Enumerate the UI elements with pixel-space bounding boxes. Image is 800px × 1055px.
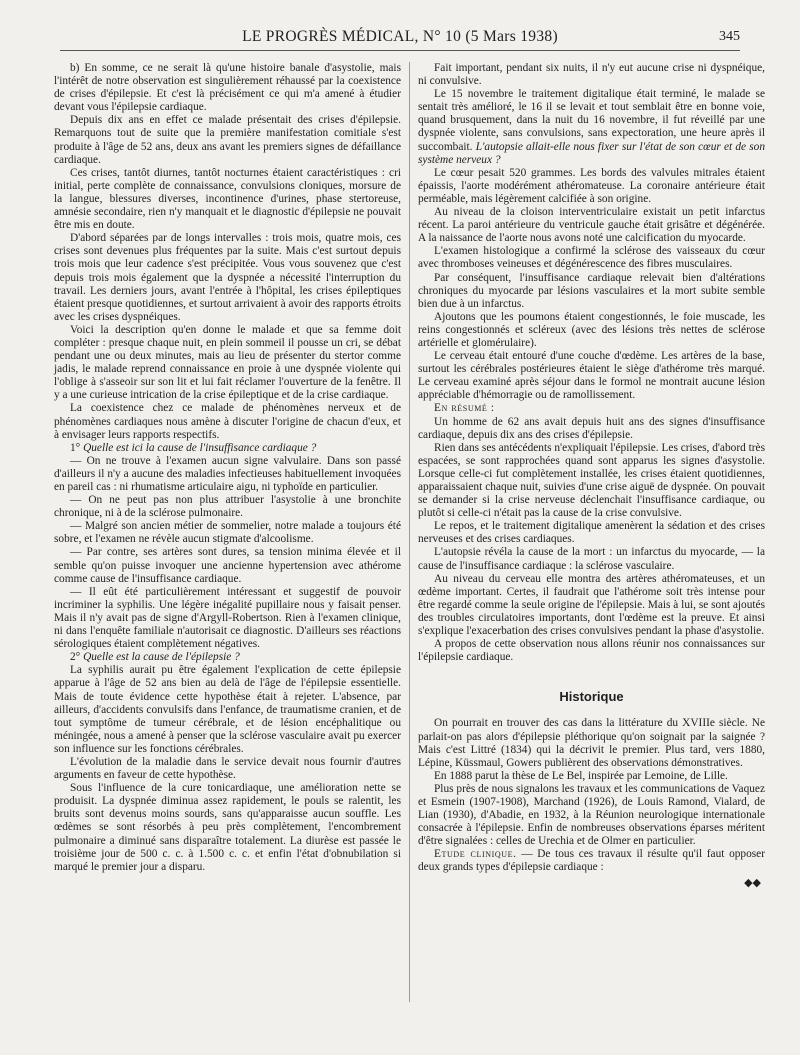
paragraph: La coexistence chez ce malade de phénomènes nerveux et de phénomènes cardiaques nous amène à discuter l'origine de chacun d'eux, et à envisager leurs rapports respectifs. [54,402,401,441]
paragraph: La syphilis aurait pu être également l'explication de cette épilepsie apparue à l'âge de 52 ans bien au delà de l'âge de l'épilepsie essentielle. Mais de toute évidence cette hypothèse était à rejeter. L'absence, par ailleurs, d'accidents convulsifs dans l'enfance, de traumatisme cranien, et de tout symptôme de tumeur cérébrale, et de lésion encéphalitique ou méningée, nous a amené à penser que la sclérose vasculaire avait pu exercer son influence sur les fonctions cérébrales. [54,664,401,755]
paragraph: Par conséquent, l'insuffisance cardiaque relevait bien d'altérations chroniques du myocarde par lésions vasculaires et la mort subite semble bien due à un infarctus. [418,271,765,310]
paragraph: Le repos, et le traitement digitalique amenèrent la sédation et des crises nerveuses et des crises cardiaques. [418,520,765,546]
paragraph: Au niveau de la cloison interventriculaire existait un petit infarctus récent. La paroi antérieure du ventricule gauche était grisâtre et dégénérée. A la naissance de l'aorte nous avons noté une calcification du myocarde. [418,206,765,245]
paragraph: Voici la description qu'en donne le malade et que sa femme doit compléter : presque chaque nuit, en plein sommeil il pousse un cri, se débat pendant une ou deux minutes, mais au lieu de présenter du stertor comme jadis, le malade reprend connaissance en proie à une dyspnée violente qui l'oblige à s'asseoir sur son lit et lui fait réclamer l'ouverture de la fenêtre. Il y a une curieuse intrication de la crise épileptique et de la crise cardiaque. [54,323,401,402]
paragraph: — On ne trouve à l'examen aucun signe valvulaire. Dans son passé d'ailleurs il n'y a aucune des maladies infectieuses habituellement invoquées en pareil cas : ni rhumatisme articulaire aigu, ni typhoïde en particulier. [54,454,401,493]
paragraph: Un homme de 62 ans avait depuis huit ans des signes d'insuffisance cardiaque, depuis dix ans des crises d'épilepsie. [418,415,765,441]
paragraph: Ces crises, tantôt diurnes, tantôt nocturnes étaient caractéristiques : cri initial, perte complète de connaissance, convulsions cloniques, morsure de la langue, blessures diverses, incontinence d'urines, phase stertoreuse, amnésie secondaire, rien n'y manquait et le diagnostic d'épilepsie ne pouvait être mis en doute. [54,166,401,232]
paragraph: b) En somme, ce ne serait là qu'une histoire banale d'asystolie, mais l'intérêt de notre observation est singulièrement réhaussé par la coexistence de crises d'épilepsie. Et c'est là précisément ce qui m'a amené à étudier devant vous l'épilepsie cardiaque. [54,62,401,114]
paragraph: Plus près de nous signalons les travaux et les communications de Vaquez et Esmein (1907-1908), Marchand (1926), de Louis Ramond, Vialard, de Lian (1930), d'Abadie, en 1932, à la Réunion neurologique internationale consacrée à l'épilepsie. Enfin de nombreuses observations éparses méritent d'être signalées : celles de Urechia et de Olmer en particulier. [418,782,765,848]
question-number: 2° [70,651,81,664]
question-heading [54,651,401,664]
paragraph: D'abord séparées par de longs intervalles : trois mois, quatre mois, ces crises sont devenues plus fréquentes par la suite. Mais c'est surtout depuis trois mois que leur cadence s'est précipitée. Vous vous souvenez que c'est depuis trois mois également que la dyspnée a nécessité l'interruption du travail. Les derniers jours, avant l'entrée à l'hôpital, les crises épileptiques étaient presque quotidiennes, et surtout arrivaient à avoir des rapports étroits avec les crises dyspnéiques. [54,232,401,323]
section-heading: Historique [559,689,624,705]
paragraph: Depuis dix ans en effet ce malade présentait des crises d'épilepsie. Remarquons tout de suite que la première manifestation comitiale s'est produite à l'âge de 52 ans, deux ans avant les premiers signes de défaillance cardiaque. [54,114,401,166]
paragraph: On pourrait en trouver des cas dans la littérature du XVIIIe siècle. Ne parlait-on pas alors d'épilepsie pléthorique qu'on soignait par la saignée ? Mais c'est Littré (1834) qui la décrivit le premier. Plus tard, vers 1880, Lépine, Küssmaul, Gowers publièrent des observations démonstratives. [418,717,765,769]
paragraph: — Par contre, ses artères sont dures, sa tension minima élevée et il semble qu'on puisse invoquer une ancienne hypertension avec athérome comme cause de l'insuffisance cardiaque. [54,546,401,585]
journal-title: LE PROGRÈS MÉDICAL, N° 10 (5 Mars 1938) [242,28,558,45]
paragraph-text: — De tous ces travaux il résulte qu'il faut opposer deux grands types d'épilepsie cardiaque : [418,848,765,874]
paragraph: A propos de cette observation nous allons réunir nos connaissances sur l'épilepsie cardiaque. [418,638,765,664]
paragraph: Le cœur pesait 520 grammes. Les bords des valvules mitrales étaient épaissis, l'aorte modérément athéromateuse. La coronaire antérieure était perméable, mais légèrement calcifiée à son origine. [418,166,765,205]
paragraph: Sous l'influence de la cure tonicardiaque, une amélioration nette se produisit. La dyspnée diminua assez rapidement, le pouls se ralentit, les bruits sont devenus moins sourds, sans qu'apparaisse aucun souffle. Les œdèmes se sont résorbés à peu près complètement, l'encombrement pulmonaire a diminué sans disparaître totalement. La diurèse est passée le troisième jour de 500 c. c. à 1.500 c. c. et enfin l'état d'obnubilation si marqué le premier jour a disparu. [54,782,401,873]
paragraph: — Il eût été particulièrement intéressant et suggestif de pouvoir incriminer la syphilis. Une légère inégalité pupillaire nous y faisait penser. Mais il n'y avait pas de signe d'Argyll-Robertson. Rien à l'examen clinique, ni dans l'enquête familiale n'autorisait ce diagnostic. D'ailleurs ses réactions sérologiques étaient complètement négatives. [54,585,401,651]
paragraph: — Malgré son ancien métier de sommelier, notre malade a toujours été sobre, et l'examen ne révèle aucun stigmate d'alcoolisme. [54,520,401,546]
paragraph: En 1888 parut la thèse de Le Bel, inspirée par Lemoine, de Lille. [434,769,728,782]
paragraph: Le cerveau était entouré d'une couche d'œdème. Les artères de la base, surtout les cérébrales postérieures étaient le siège d'athérome très marqué. Le cerveau examiné après séjour dans le formol ne montrait aucune lésion appréciable d'hémorragie ou de ramollissement. [418,350,765,402]
italic-question: L'autopsie allait-elle nous fixer sur l'état de son cœur et de son système nerveux ? [418,140,765,166]
paragraph: — On ne peut pas non plus attribuer l'asystolie à une bronchite chronique, ni à de la sclérose pulmonaire. [54,494,401,520]
page-number: 345 [719,29,740,44]
paragraph: L'évolution de la maladie dans le service devait nous fournir d'autres arguments en faveur de cette hypothèse. [54,755,401,782]
running-header [60,28,740,51]
paragraph: L'autopsie révéla la cause de la mort : un infarctus du myocarde, — la cause de l'insuffisance cardiaque : la sclérose vasculaire. [418,546,765,572]
paragraph: Fait important, pendant six nuits, il n'y eut aucune crise ni dyspnéique, ni convulsive. [418,62,765,88]
paragraph [418,88,765,167]
column-divider [409,62,410,1002]
question-number: 1° [70,441,81,454]
question-title: Quelle est ici la cause de l'insuffisance cardiaque ? [83,441,317,454]
paragraph [418,848,765,874]
question-title: Quelle est la cause de l'épilepsie ? [83,651,240,664]
paragraph: Rien dans ses antécédents n'expliquait l'épilepsie. Les crises, d'abord très espacées, se sont rapprochées quand sont apparus les signes d'asystolie. Lorsque celle-ci fut complètement installée, les crises étaient quotidiennes, apparaissaient chaque nuit, suivies d'une crise aiguë de dyspnée. On pouvait se demander si la crise nerveuse déclenchait l'insuffisance cardiaque, ou plutôt si celle-ci n'était pas la cause de la crise convulsive. [418,441,765,520]
paragraph-text: Le 15 novembre le traitement digitalique était terminé, le malade se sentait très amélioré, le 16 il se levait et tout semblait être en bonne voie, quand brusquement, dans la nuit du 16 novembre, il fut réveillé par une dyspnée violente, sans convulsions, sans expectoration, une heure après il succombait. [418,88,765,153]
ornament-icon: ◆◆ [744,876,761,889]
resume-label: En résumé : [434,402,495,415]
etude-label: Etude clinique. [434,848,517,861]
left-column [54,62,401,874]
paragraph: L'examen histologique a confirmé la sclérose des vaisseaux du cœur avec thromboses veineuses et dégénérescence des fibres musculaires. [418,245,765,271]
paragraph: Au niveau du cerveau elle montra des artères athéromateuses, et un œdème important. Certes, il faudrait que l'athérome soit très intense pour être regardé comme la seule origine de l'épilepsie. Mais à lui, se sont ajoutés des troubles circulatoires importants, dont l'œdème est la preuve. Et ainsi s'explique l'exacerbation des crises convulsives pendant la phase d'asystolie. [418,572,765,638]
paragraph: Ajoutons que les poumons étaient congestionnés, le foie muscade, les reins congestionnés et scléreux (avec des lésions très nettes de sclérose artérielle et glomérulaire). [418,310,765,349]
right-column [418,62,765,890]
question-heading [54,442,401,455]
